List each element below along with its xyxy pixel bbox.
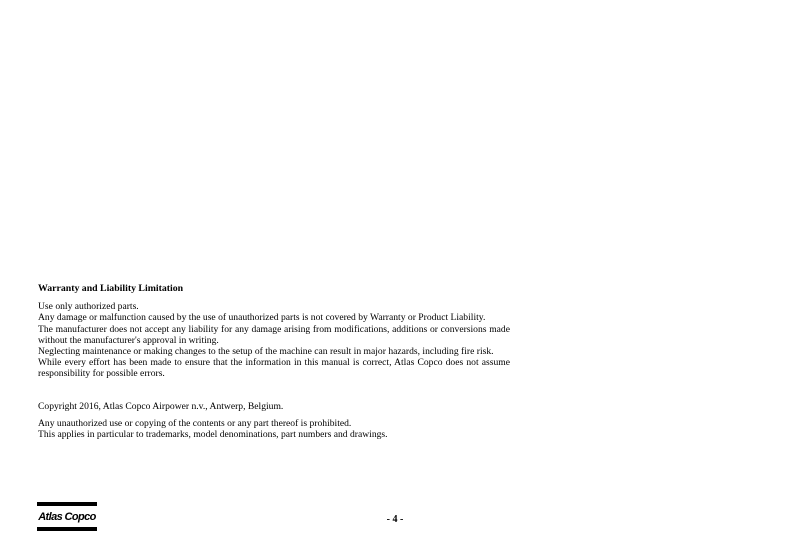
- copyright-notice-prohibited: Any unauthorized use or copying of the contents or any part thereof is prohibited.: [38, 417, 352, 429]
- paragraph-unauthorized-damage: Any damage or malfunction caused by the use of unauthorized parts is not covered by Warranty or Product Liability.: [38, 312, 486, 324]
- copyright-line: Copyright 2016, Atlas Copco Airpower n.v., Antwerp, Belgium.: [38, 400, 284, 412]
- page-number: - 4 -: [386, 514, 404, 525]
- warranty-section: [38, 283, 510, 440]
- paragraph-disclaimer: While every effort has been made to ensure that the information in this manual is correct, Atlas Copco does not assume responsibility for possible errors.: [38, 357, 510, 380]
- atlas-copco-logo: [37, 502, 97, 532]
- paragraph-modifications: The manufacturer does not accept any liability for any damage arising from modifications, additions or conversions made without the manufacturer's approval in writing.: [38, 323, 510, 346]
- paragraph-maintenance: Neglecting maintenance or making changes to the setup of the machine can result in major hazards, including fire risk.: [38, 346, 494, 358]
- logo-wordmark: Atlas Copco: [38, 511, 96, 523]
- paragraph-authorized-parts: Use only authorized parts.: [38, 301, 139, 313]
- logo-bar-bottom: [37, 527, 97, 531]
- copyright-notice-trademarks: This applies in particular to trademarks, model denominations, part numbers and drawings.: [38, 429, 388, 441]
- section-heading: Warranty and Liability Limitation: [38, 283, 184, 294]
- logo-bar-top: [37, 502, 97, 506]
